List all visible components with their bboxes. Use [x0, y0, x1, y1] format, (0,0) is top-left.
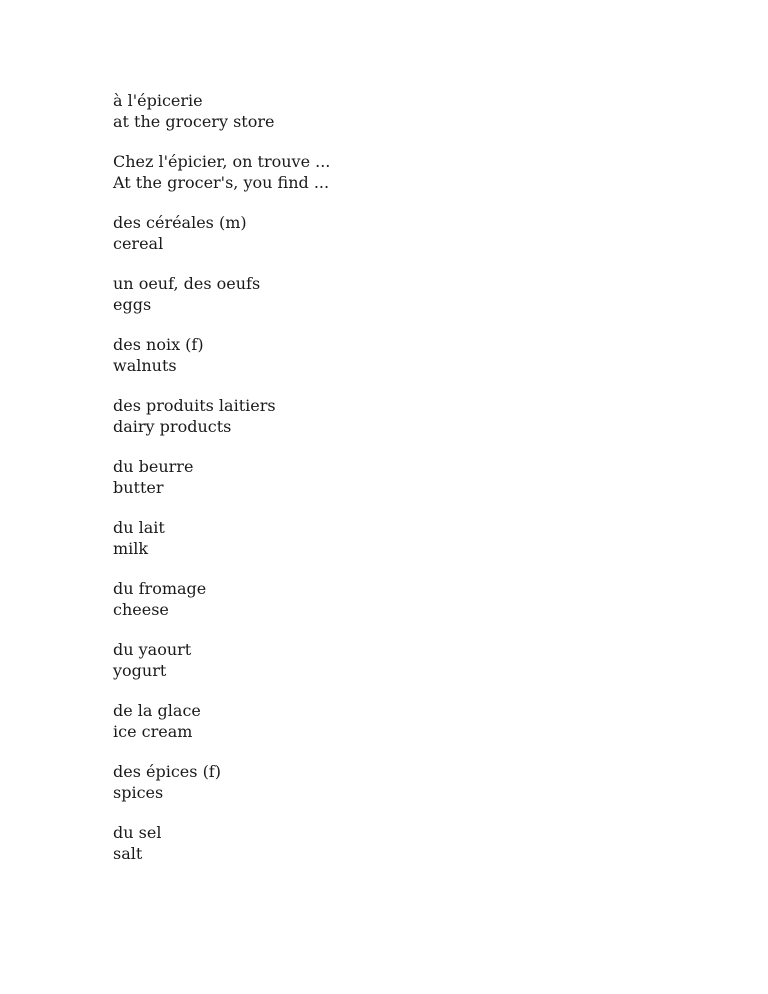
- english-translation: butter: [113, 478, 164, 497]
- english-translation: cheese: [113, 600, 169, 619]
- vocabulary-entry: [113, 151, 713, 193]
- french-term: du fromage: [113, 579, 207, 598]
- vocabulary-entry: [113, 90, 713, 132]
- english-translation: yogurt: [113, 661, 167, 680]
- english-translation: spices: [113, 783, 164, 802]
- vocabulary-entry: [113, 639, 713, 681]
- vocabulary-entry: [113, 273, 713, 315]
- vocabulary-entry: [113, 334, 713, 376]
- french-term: du lait: [113, 518, 165, 537]
- english-translation: salt: [113, 844, 143, 863]
- english-translation: eggs: [113, 295, 152, 314]
- french-term: des céréales (m): [113, 213, 247, 232]
- english-translation: walnuts: [113, 356, 177, 375]
- english-translation: at the grocery store: [113, 112, 275, 131]
- vocabulary-entry: [113, 578, 713, 620]
- vocabulary-entry: [113, 517, 713, 559]
- vocabulary-entry: [113, 822, 713, 864]
- french-term: des épices (f): [113, 762, 221, 781]
- french-term: des noix (f): [113, 335, 204, 354]
- english-translation: cereal: [113, 234, 164, 253]
- french-term: un oeuf, des oeufs: [113, 274, 261, 293]
- vocabulary-entry: [113, 212, 713, 254]
- vocabulary-list: [113, 90, 713, 883]
- french-term: des produits laitiers: [113, 396, 276, 415]
- english-translation: milk: [113, 539, 149, 558]
- english-translation: ice cream: [113, 722, 193, 741]
- english-translation: At the grocer's, you find ...: [113, 173, 330, 192]
- french-term: du sel: [113, 823, 162, 842]
- vocabulary-entry: [113, 456, 713, 498]
- vocabulary-entry: [113, 700, 713, 742]
- french-term: Chez l'épicier, on trouve ...: [113, 152, 331, 171]
- french-term: du beurre: [113, 457, 194, 476]
- vocabulary-entry: [113, 395, 713, 437]
- english-translation: dairy products: [113, 417, 232, 436]
- french-term: du yaourt: [113, 640, 192, 659]
- french-term: de la glace: [113, 701, 201, 720]
- vocabulary-entry: [113, 761, 713, 803]
- french-term: à l'épicerie: [113, 91, 203, 110]
